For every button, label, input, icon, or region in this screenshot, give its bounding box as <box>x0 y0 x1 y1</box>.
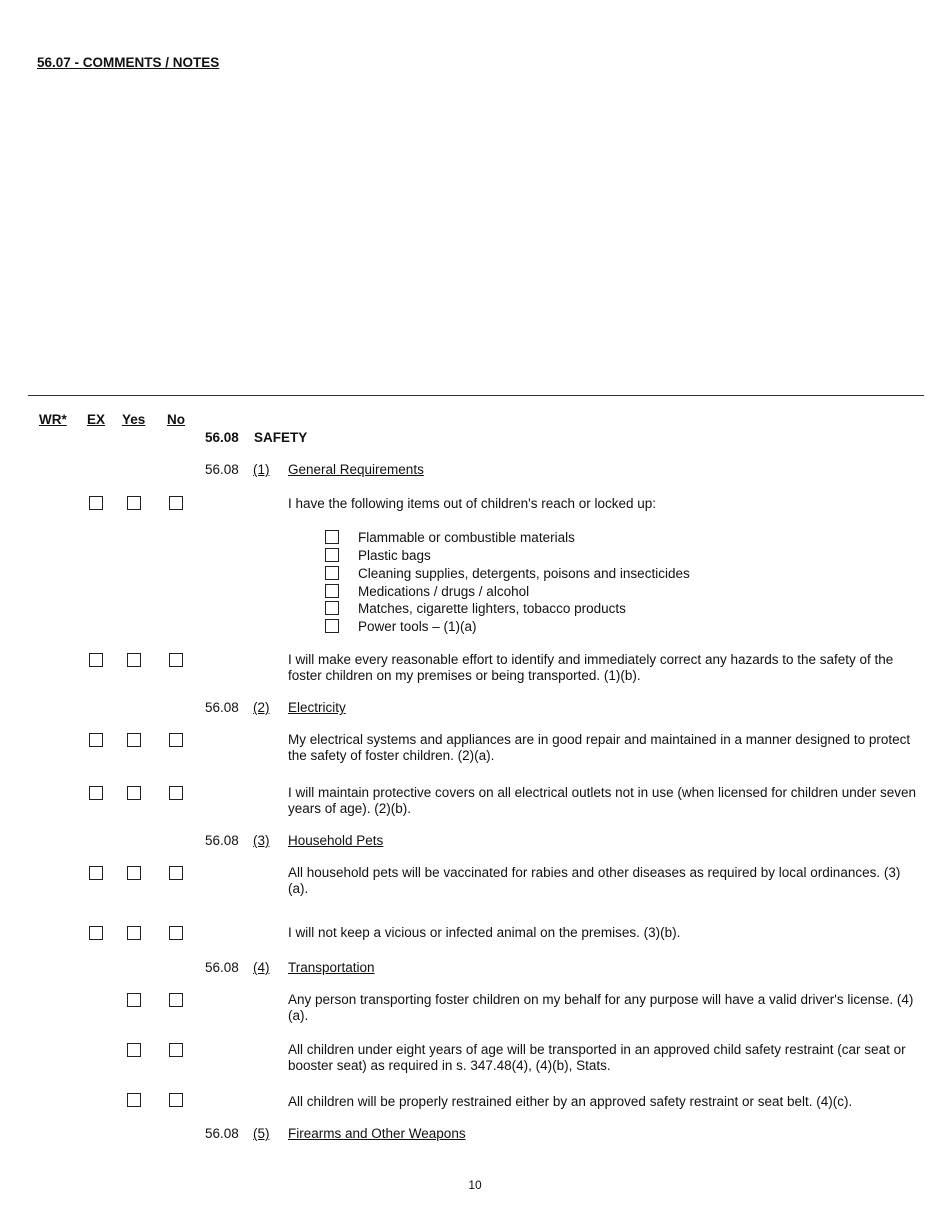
ex-checkbox[interactable] <box>89 926 103 940</box>
yes-checkbox[interactable] <box>127 866 141 880</box>
no-checkbox[interactable] <box>169 1093 183 1107</box>
comments-heading: 56.07 - COMMENTS / NOTES <box>37 55 220 70</box>
subsection-sub: (3) <box>253 833 270 848</box>
item-checkbox-power-tools[interactable] <box>325 619 339 633</box>
item-checkbox-plastic-bags[interactable] <box>325 548 339 562</box>
no-checkbox[interactable] <box>169 733 183 747</box>
section-title: SAFETY <box>254 430 308 445</box>
item-checkbox-medications[interactable] <box>325 584 339 598</box>
requirement-text: All children under eight years of age will be transported in an approved child safety restraint (car seat or booster seat) as required in s. 347.48(4), (4)(b), Stats. <box>288 1042 906 1073</box>
requirement-text: I have the following items out of children's reach or locked up: <box>288 496 657 511</box>
requirement-text: I will not keep a vicious or infected animal on the premises. (3)(b). <box>288 925 681 940</box>
ex-checkbox[interactable] <box>89 733 103 747</box>
item-label-medications: Medications / drugs / alcohol <box>358 584 530 599</box>
subsection-number: 56.08 <box>205 700 239 715</box>
no-checkbox[interactable] <box>169 496 183 510</box>
subsection-number: 56.08 <box>205 1126 239 1141</box>
requirement-text: My electrical systems and appliances are in good repair and maintained in a manner designed to protect the safety of foster children. (2)(a). <box>288 732 911 763</box>
item-label-cleaning: Cleaning supplies, detergents, poisons and insecticides <box>358 566 690 581</box>
subsection-title-general: General Requirements <box>288 462 424 477</box>
yes-checkbox[interactable] <box>127 926 141 940</box>
subsection-title-electricity: Electricity <box>288 700 346 715</box>
section-number: 56.08 <box>205 430 239 445</box>
item-label-plastic-bags: Plastic bags <box>358 548 431 563</box>
no-checkbox[interactable] <box>169 1043 183 1057</box>
ex-checkbox[interactable] <box>89 653 103 667</box>
item-checkbox-matches[interactable] <box>325 601 339 615</box>
subsection-title-transportation: Transportation <box>288 960 375 975</box>
requirement-text: Any person transporting foster children on my behalf for any purpose will have a valid driver's license. (4)(a). <box>288 992 914 1023</box>
subsection-title-pets: Household Pets <box>288 833 384 848</box>
ex-checkbox[interactable] <box>89 496 103 510</box>
subsection-number: 56.08 <box>205 833 239 848</box>
page-number: 10 <box>468 1178 482 1192</box>
ex-checkbox[interactable] <box>89 786 103 800</box>
subsection-number: 56.08 <box>205 462 239 477</box>
requirement-text: I will maintain protective covers on all electrical outlets not in use (when licensed for children under seven years of age). (2)(b). <box>288 785 917 816</box>
item-label-flammable: Flammable or combustible materials <box>358 530 575 545</box>
no-checkbox[interactable] <box>169 786 183 800</box>
yes-checkbox[interactable] <box>127 1043 141 1057</box>
subsection-sub: (5) <box>253 1126 270 1141</box>
yes-checkbox[interactable] <box>127 993 141 1007</box>
subsection-sub: (2) <box>253 700 270 715</box>
col-header-no: No <box>167 412 185 427</box>
yes-checkbox[interactable] <box>127 786 141 800</box>
yes-checkbox[interactable] <box>127 653 141 667</box>
item-label-matches: Matches, cigarette lighters, tobacco products <box>358 601 626 616</box>
subsection-sub: (4) <box>253 960 270 975</box>
no-checkbox[interactable] <box>169 993 183 1007</box>
ex-checkbox[interactable] <box>89 866 103 880</box>
col-header-wr: WR* <box>39 412 67 427</box>
no-checkbox[interactable] <box>169 926 183 940</box>
item-label-power-tools: Power tools – (1)(a) <box>358 619 477 634</box>
no-checkbox[interactable] <box>169 866 183 880</box>
subsection-title-firearms: Firearms and Other Weapons <box>288 1126 466 1141</box>
subsection-number: 56.08 <box>205 960 239 975</box>
item-checkbox-cleaning[interactable] <box>325 566 339 580</box>
section-divider <box>28 395 924 396</box>
requirement-text: All children will be properly restrained either by an approved safety restraint or seat belt. (4)(c). <box>288 1094 853 1109</box>
col-header-yes: Yes <box>122 412 146 427</box>
yes-checkbox[interactable] <box>127 1093 141 1107</box>
yes-checkbox[interactable] <box>127 733 141 747</box>
requirement-text: I will make every reasonable effort to identify and immediately correct any hazards to the safety of the foster children on my premises or being transported. (1)(b). <box>288 652 894 683</box>
col-header-ex: EX <box>87 412 106 427</box>
item-checkbox-flammable[interactable] <box>325 530 339 544</box>
no-checkbox[interactable] <box>169 653 183 667</box>
requirement-text: All household pets will be vaccinated for rabies and other diseases as required by local ordinances. (3)(a). <box>288 865 901 896</box>
subsection-sub: (1) <box>253 462 270 477</box>
yes-checkbox[interactable] <box>127 496 141 510</box>
